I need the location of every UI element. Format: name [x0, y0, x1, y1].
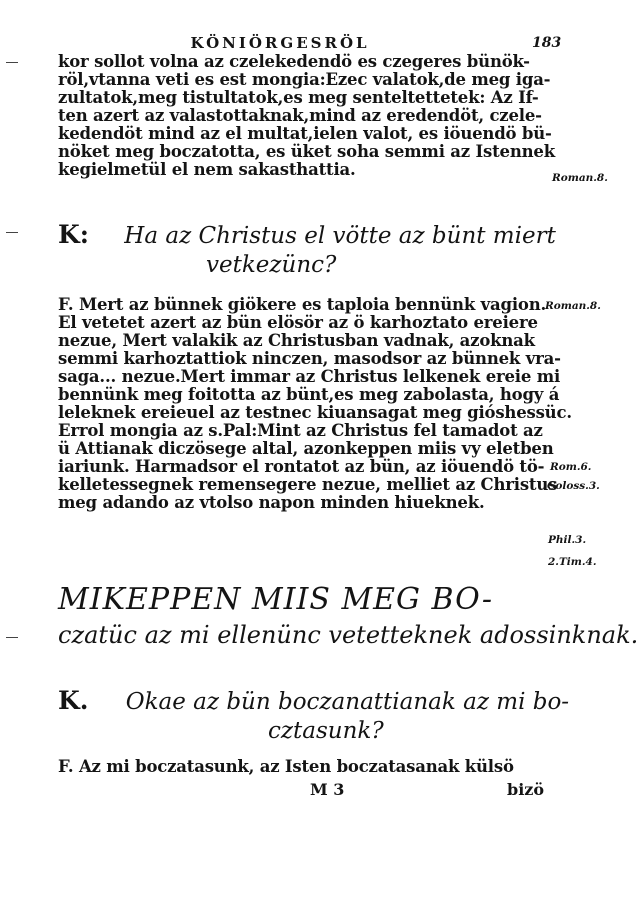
- text-line: kelletessegnek remensegere nezue, melliet az Christus: [58, 475, 558, 494]
- running-title: KÖNIÖRGESRÖL: [190, 34, 370, 52]
- margin-dash: [6, 62, 18, 63]
- running-head: [0, 12, 612, 52]
- question-text: Okae az bün boczanattianak az mi bo-: [125, 689, 570, 715]
- text-line: meg adando az vtolso napon minden hiueknek.: [58, 493, 485, 512]
- text-line: ten azert az valastottaknak,mind az eredendöt, czele-: [58, 106, 542, 125]
- text-line: bennünk meg foitotta az bünt,es meg zabolasta, hogy á: [58, 385, 560, 404]
- text-line: nezue, Mert valakik az Christusban vadnak, azoknak: [58, 331, 535, 350]
- question-two: [58, 686, 570, 746]
- signature-mark: M 3: [310, 780, 345, 799]
- catchword: bizö: [507, 780, 545, 799]
- margin-note-tim: 2.Tim.4.: [548, 556, 597, 568]
- text-line: röl,vtanna veti es est mongia:Ezec valatok,de meg iga-: [58, 70, 551, 89]
- question-text-continued: cztasunk?: [268, 718, 384, 744]
- question-text: Ha az Christus el vötte az bünt miert: [124, 223, 556, 249]
- text-line: kegielmetül el nem sakasthattia.: [58, 160, 356, 179]
- section-heading: [58, 582, 638, 652]
- margin-note-rom6: Rom.6.: [550, 461, 592, 473]
- heading-line: MIKEPPEN MIIS MEG BO-: [58, 582, 493, 617]
- text-line: nöket meg boczatotta, es üket soha semmi az Istennek: [58, 142, 555, 161]
- question-one: [58, 220, 556, 280]
- margin-note-coloss: Coloss.3.: [547, 480, 600, 492]
- question-line: [58, 686, 570, 716]
- text-line: kedendöt mind az el multat,ielen valot, es iöuendö bü-: [58, 124, 552, 143]
- margin-note-romans: Roman.8.: [552, 172, 608, 184]
- paragraph-continuation: [58, 52, 555, 179]
- heading-line: czatüc az mi ellenünc vetetteknek adossinknak.: [58, 621, 638, 649]
- text-line: Errol mongia az s.Pal:Mint az Christus fel tamadot az: [58, 421, 543, 440]
- text-line: iariunk. Harmadsor el rontatot az bün, az iöuendö tö-: [58, 457, 545, 476]
- text-line: ü Attianak diczösege altal, azonkeppen miis vy eletben: [58, 439, 554, 458]
- text-line: saga... nezue.Mert immar az Christus lelkenek ereie mi: [58, 367, 561, 386]
- text-line: semmi karhoztattiok ninczen, masodsor az bünnek vra-: [58, 349, 561, 368]
- answer-two: [58, 758, 545, 776]
- question-text-continued: vetkezünc?: [206, 252, 337, 278]
- margin-dash: [6, 637, 18, 638]
- margin-dash: [6, 232, 18, 233]
- margin-note-phil: Phil.3.: [548, 534, 587, 546]
- page-number: 183: [532, 35, 562, 51]
- question-marker: K.: [58, 686, 89, 715]
- text-line: leleknek ereieuel az testnec kiuansagat meg gióshessüc.: [58, 403, 572, 422]
- text-line: zultatok,meg tistultatok,es meg senteltettetek: Az If-: [58, 88, 539, 107]
- text-line: F. Az mi boczatasunk, az Isten boczatasanak külsö: [58, 757, 514, 776]
- text-line: kor sollot volna az czelekedendö es czegeres bünök-: [58, 52, 530, 71]
- text-line: El vetetet azert az bün elösör az ö karhoztato ereiere: [58, 313, 538, 332]
- question-line: [58, 220, 556, 250]
- text-line: F. Mert az bünnek giökere es taploia bennünk vagion.: [58, 295, 547, 314]
- margin-note-romans: Roman.8.: [545, 300, 601, 312]
- question-marker: K:: [58, 220, 89, 249]
